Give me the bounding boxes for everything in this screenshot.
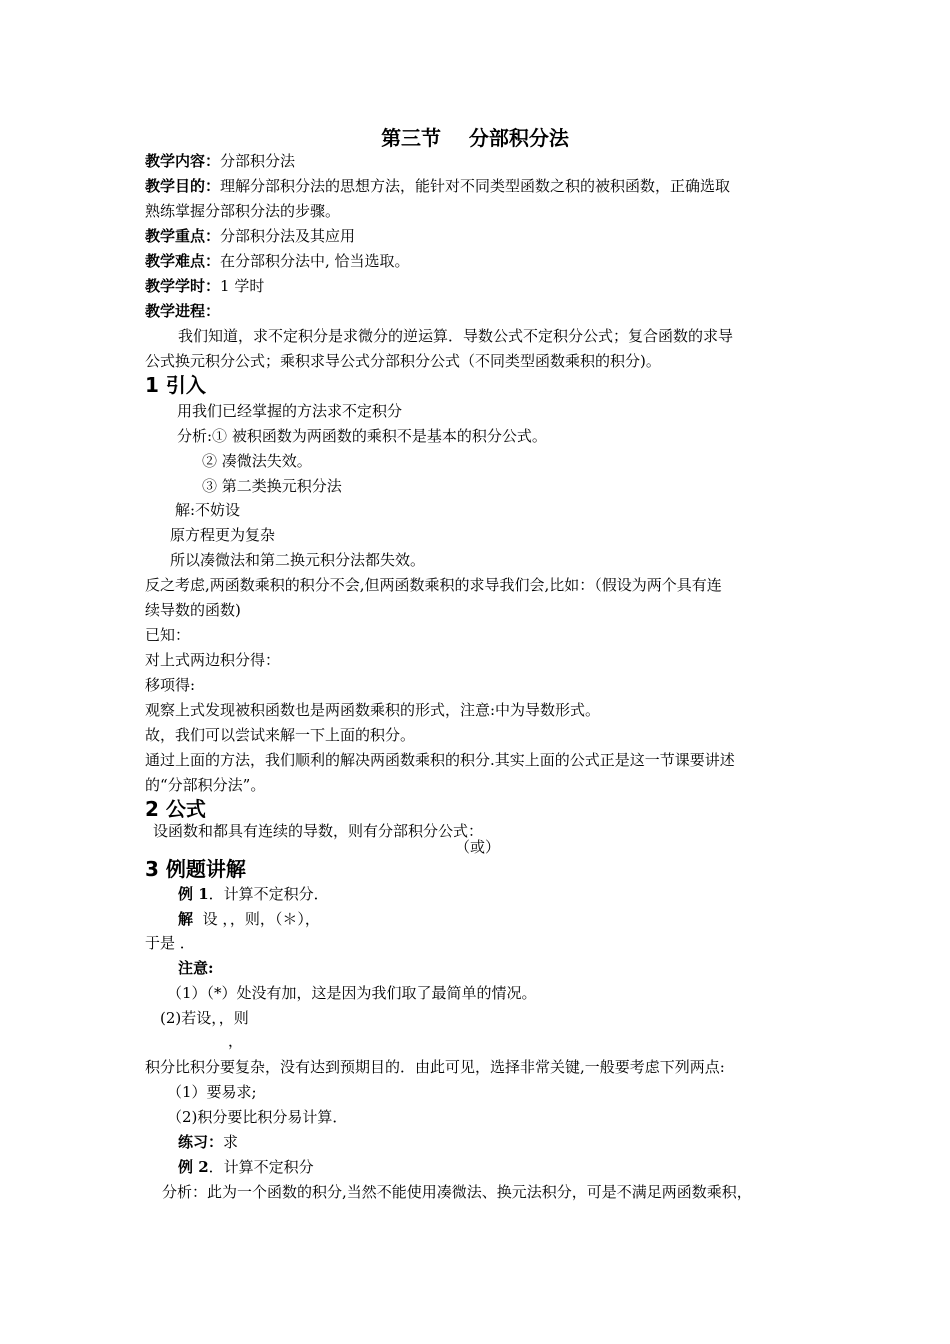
meta-key [145,226,355,246]
meta-key-value: 分部积分法及其应用 [220,227,356,245]
s2-line-2: （或） [455,838,501,856]
practice-label: 练习： [178,1133,224,1151]
paragraph-3: （2)积分要比积分易计算． [167,1108,348,1126]
example-1-label: 例 1 [178,885,209,903]
s1-line-14: 故，我们可以尝试来解一下上面的积分。 [145,726,416,744]
s1-line-6: 原方程更为复杂 [170,526,276,544]
meta-process-label: 教学进程： [145,302,221,320]
intro-line-2: 公式换元积分公式；乘积求导公式分部积分公式（不同类型函数乘积的积分)。 [145,352,661,370]
section-2-heading: 2 公式 [145,797,206,821]
s1-line-8: 反之考虑,两函数乘积的积分不会,但两函数乘积的求导我们会,比如：（假设为两个具有连 [145,576,722,594]
paragraph-2: （1）要易求; [167,1083,257,1101]
meta-hours-label: 教学学时： [145,277,221,295]
meta-goal-value-1: 理解分部积分法的思想方法，能针对不同类型函数之积的被积函数，正确选取 [220,177,731,195]
s1-line-12: 移项得: [145,676,196,694]
example-2-text: ．计算不定积分 [208,1158,314,1176]
s1-line-7: 所以凑微法和第二换元积分法都失效。 [170,551,426,569]
note-comma: ， [228,1032,244,1050]
meta-content-label: 教学内容： [145,152,221,170]
meta-goal-value-2: 熟练掌握分部积分法的步骤。 [145,202,341,220]
solution [178,909,320,929]
meta-content-value: 分部积分法 [220,152,296,170]
s1-line-3: ② 凑微法失效。 [202,452,312,470]
s1-line-2: 分析:① 被积函数为两函数的乘积不是基本的积分公式。 [177,427,547,445]
paragraph-1: 积分比积分要复杂，没有达到预期目的．由此可见，选择非常关键,一般要考虑下列两点: [145,1058,725,1076]
s2-line-1: 设函数和都具有连续的导数，则有分部积分公式： [153,822,484,840]
example-1 [178,884,329,904]
s1-line-16: 的“分部积分法”。 [145,776,266,794]
s1-line-4: ③ 第二类换元积分法 [202,477,342,495]
example-2 [178,1157,314,1177]
meta-key-label: 教学重点： [145,227,221,245]
s1-line-9: 续导数的函数) [145,601,241,619]
s1-line-10: 已知： [145,626,191,644]
example-2-label: 例 2 [178,1158,209,1176]
s1-line-15: 通过上面的方法，我们顺利的解决两函数乘积的积分.其实上面的公式正是这一节课要讲述 [145,751,735,769]
meta-hard-label: 教学难点： [145,252,221,270]
s1-line-1: 用我们已经掌握的方法求不定积分 [177,402,403,420]
s1-line-5: 解:不妨设 [175,501,241,519]
practice-text: 求 [223,1133,239,1151]
meta-content [145,151,295,171]
section-3-heading: 3 例题讲解 [145,857,246,881]
practice [178,1132,238,1152]
note-1: （1）（*）处没有加，这是因为我们取了最简单的情况。 [167,984,537,1002]
meta-hard-value: 在分部积分法中, 恰当选取。 [220,252,410,270]
meta-goal [145,176,730,196]
s1-line-11: 对上式两边积分得： [145,651,281,669]
s1-line-13: 观察上式发现被积函数也是两函数乘积的形式，注意:中为导数形式。 [145,701,601,719]
solution-label: 解 [178,910,194,928]
analysis-line: 分析：此为一个函数的积分,当然不能使用凑微法、换元法积分，可是不满足两函数乘积， [162,1183,752,1201]
note-label: 注意: [178,959,214,977]
page-title: 第三节 分部积分法 [381,126,569,150]
meta-goal-label: 教学目的： [145,177,221,195]
section-1-heading: 1 引入 [145,373,206,397]
solution-text: 设 ，，则，（＊）， [202,910,320,928]
meta-hours-value: 1 学时 [220,277,265,295]
intro-line-1: 我们知道，求不定积分是求微分的逆运算．导数公式不定积分公式；复合函数的求导 [178,327,734,345]
then-line: 于是 ． [145,934,195,952]
note-2: (2)若设，，则 [160,1009,249,1027]
meta-hard [145,251,410,271]
example-1-text: ．计算不定积分． [208,885,329,903]
meta-hours [145,276,264,296]
